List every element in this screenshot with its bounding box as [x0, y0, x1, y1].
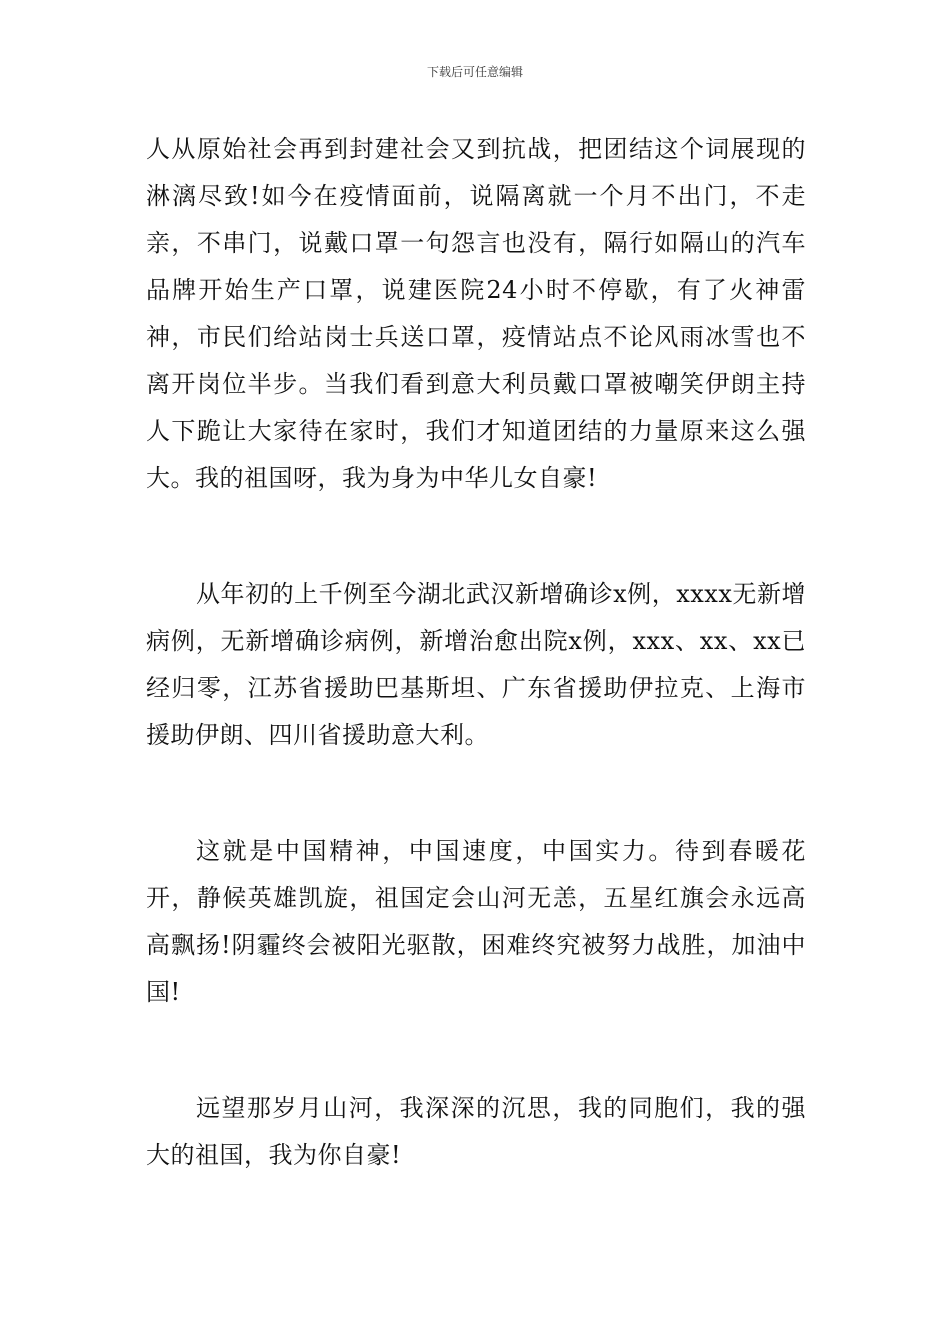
paragraph-2: 从年初的上千例至今湖北武汉新增确诊x例，xxxx无新增病例，无新增确诊病例，新增治愈出院x例，xxx、xx、xx已经归零，江苏省援助巴基斯坦、广东省援助伊拉克、上海市援助伊朗、四川省援助意大利。: [146, 580, 806, 749]
paragraph-gap: [146, 759, 806, 828]
document-body: [146, 126, 806, 1179]
paragraph-gap: [146, 502, 806, 571]
paragraph-3: 这就是中国精神，中国速度，中国实力。待到春暖花开，静候英雄凯旋，祖国定会山河无恙，五星红旗会永远高高飘扬!阴霾终会被阳光驱散，困难终究被努力战胜，加油中国!: [146, 837, 806, 1006]
paragraph-1: 人从原始社会再到封建社会又到抗战，把团结这个词展现的淋漓尽致!如今在疫情面前，说隔离就一个月不出门，不走亲，不串门，说戴口罩一句怨言也没有，隔行如隔山的汽车品牌开始生产口罩，说建医院24小时不停歇，有了火神雷神，市民们给站岗士兵送口罩，疫情站点不论风雨冰雪也不离开岗位半步。当我们看到意大利员戴口罩被嘲笑伊朗主持人下跪让大家待在家时，我们才知道团结的力量原来这么强大。我的祖国呀，我为身为中华儿女自豪!: [146, 135, 806, 492]
page-header-note: 下载后可任意编辑: [426, 65, 523, 79]
paragraph-4: 远望那岁月山河，我深深的沉思，我的同胞们，我的强大的祖国，我为你自豪!: [146, 1094, 806, 1169]
paragraph-gap: [146, 1016, 806, 1085]
